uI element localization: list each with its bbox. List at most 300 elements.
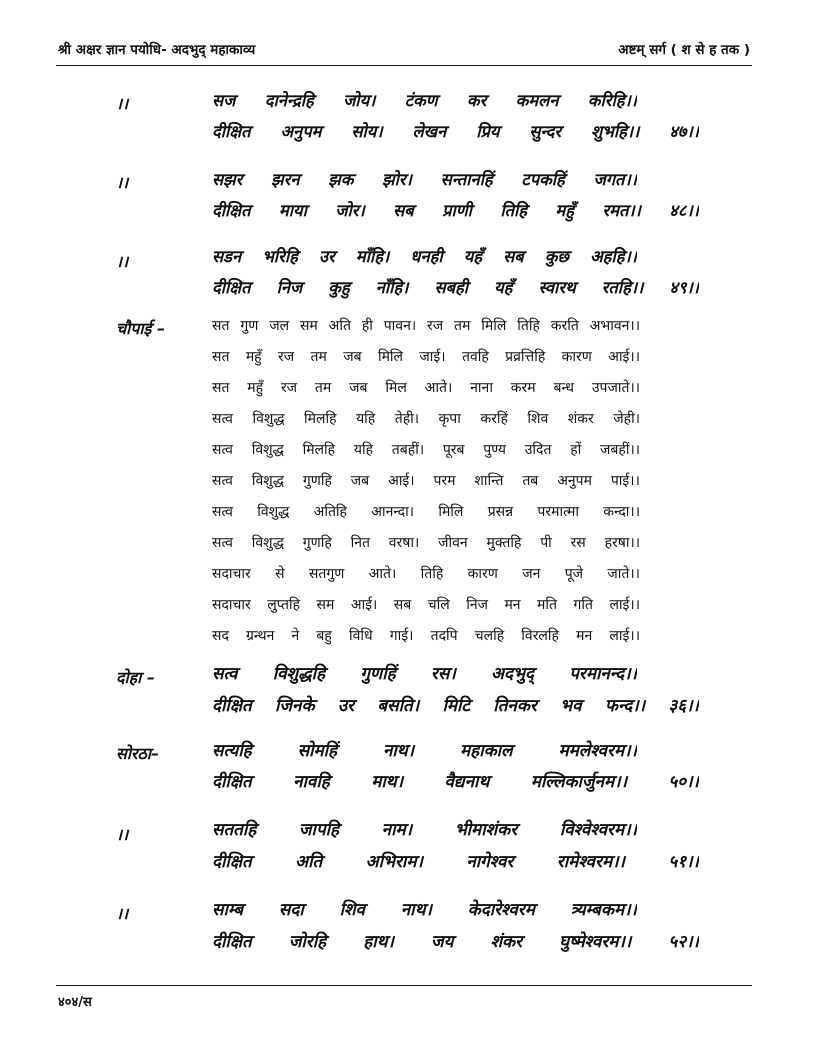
word: परमात्मा: [537, 504, 579, 520]
word: जोय।: [343, 91, 376, 110]
word: साम्ब: [212, 900, 244, 920]
word-gap: [233, 500, 257, 524]
word: परम: [433, 473, 456, 489]
word: नाम।: [381, 820, 413, 840]
word-gap: [416, 314, 427, 338]
word-gap: [375, 407, 394, 431]
word: स्वारथ: [538, 278, 576, 297]
sortha-line: [212, 895, 637, 925]
chaupai-label: चौपाई –: [116, 319, 165, 338]
word-gap: [574, 196, 602, 226]
verse-label: ।।: [116, 825, 129, 844]
word: जीवन: [438, 535, 468, 551]
word-gap: [318, 314, 329, 338]
word-gap: [252, 847, 295, 877]
verse-line: [212, 165, 637, 195]
word-gap: [335, 438, 354, 462]
word: उर: [337, 696, 355, 716]
word: आनन्दा।: [371, 504, 415, 520]
word: सत: [212, 349, 230, 365]
word-gap: [285, 407, 304, 431]
sortha-line: [212, 847, 699, 877]
word-gap: [339, 815, 382, 845]
verse-label: ।।: [116, 252, 129, 271]
word: अहहि।।: [590, 247, 637, 266]
word: शान्ति: [474, 473, 504, 489]
word-gap: [304, 895, 340, 925]
word: शिव: [339, 900, 365, 920]
word-gap: [294, 345, 310, 369]
word-gap: [412, 815, 455, 845]
word: उदित: [524, 442, 552, 458]
word: जब: [343, 349, 362, 365]
word-gap: [592, 624, 609, 648]
word: करति: [550, 318, 579, 334]
word: रमत।।: [602, 201, 641, 220]
word: से: [275, 566, 285, 582]
word: ५१।।: [668, 852, 699, 872]
word: पूरब: [442, 442, 465, 458]
word-gap: [579, 314, 590, 338]
word-gap: [461, 407, 480, 431]
word: मुक्तहि: [486, 535, 522, 551]
word-gap: [574, 376, 592, 400]
word: हरषा।।: [604, 535, 640, 551]
word-gap: [470, 691, 493, 721]
word: फन्द।।: [604, 696, 646, 716]
word-gap: [537, 691, 560, 721]
word: ममलेश्वरम।।: [558, 741, 637, 761]
word-gap: [243, 895, 279, 925]
word-gap: [513, 736, 559, 766]
header-chapter-title: अष्टम् सर्ग ( श से ह तक ): [618, 42, 750, 58]
word: कृपा: [438, 411, 461, 427]
word-gap: [557, 593, 573, 617]
word: कुहु: [328, 278, 350, 297]
word: सत्व: [212, 442, 233, 458]
word: सदा: [278, 900, 304, 920]
word: लाई।।: [609, 628, 640, 644]
word: करिहि।।: [587, 91, 637, 110]
verse-line: [212, 273, 699, 303]
word: तम: [314, 380, 332, 396]
chaupai-line: [212, 314, 640, 338]
word: भीमाशंकर: [454, 820, 518, 840]
word-gap: [513, 500, 537, 524]
word: पावन।: [383, 318, 417, 334]
word: यहि: [356, 411, 376, 427]
word: वरषा।: [388, 535, 420, 551]
word: सत्व: [212, 664, 238, 684]
word-gap: [389, 242, 410, 272]
word-gap: [252, 927, 289, 957]
word: सततहि: [212, 820, 257, 840]
word-gap: [350, 273, 376, 303]
word-gap: [332, 531, 351, 555]
word-gap: [370, 531, 389, 555]
word: ने: [291, 628, 300, 644]
word: मिलहि: [304, 411, 337, 427]
word-gap: [631, 927, 668, 957]
word-gap: [576, 273, 602, 303]
word: जबहीं।।: [600, 442, 640, 458]
word: सत्व: [212, 411, 233, 427]
word: शिव: [527, 411, 549, 427]
word-gap: [558, 86, 587, 116]
word: प्राणी: [442, 201, 472, 220]
word: हाथ।: [363, 932, 394, 952]
word-gap: [284, 531, 303, 555]
word-gap: [419, 531, 438, 555]
word: चलि: [427, 597, 450, 613]
word-gap: [252, 691, 275, 721]
chaupai-line: [212, 531, 640, 555]
word: विशुद्ध: [251, 473, 284, 489]
word: निज: [466, 597, 488, 613]
word-gap: [394, 927, 431, 957]
word-gap: [233, 469, 252, 493]
word: बसति।: [377, 696, 420, 716]
word: सत्व: [212, 473, 233, 489]
word: करम: [510, 380, 536, 396]
word: गुणहि: [302, 535, 332, 551]
word-gap: [235, 86, 264, 116]
word: नाथ।: [400, 900, 432, 920]
word-gap: [470, 314, 481, 338]
word: ४८।।: [669, 201, 699, 220]
word: जब: [349, 380, 368, 396]
word-gap: [241, 242, 262, 272]
word: रज: [277, 349, 295, 365]
word-gap: [353, 165, 382, 195]
word-gap: [373, 314, 384, 338]
word: गाई।: [389, 628, 414, 644]
word: कारण: [467, 566, 498, 582]
word: जोरहि: [288, 932, 327, 952]
word: सझर: [212, 170, 243, 189]
word: दीक्षित: [212, 201, 251, 220]
word-gap: [354, 691, 377, 721]
word-gap: [337, 407, 356, 431]
word: कारण: [561, 349, 592, 365]
word-gap: [625, 847, 668, 877]
word-gap: [251, 117, 281, 147]
word: विशुद्ध: [252, 411, 285, 427]
word-gap: [419, 691, 442, 721]
word-gap: [468, 531, 487, 555]
word-gap: [229, 314, 240, 338]
sortha-line: [212, 927, 699, 957]
word-gap: [325, 659, 360, 689]
word-gap: [517, 815, 560, 845]
word: तदपि: [430, 628, 458, 644]
chaupai-line: [212, 624, 640, 648]
word: टपकहिं: [521, 170, 565, 189]
doha-line: [212, 691, 699, 721]
verse-line: [212, 196, 699, 226]
word-gap: [403, 345, 419, 369]
word: उर: [318, 247, 335, 266]
word-gap: [438, 86, 467, 116]
word-gap: [263, 376, 281, 400]
word-gap: [581, 438, 600, 462]
word: लेखन: [412, 122, 447, 141]
word-gap: [289, 314, 300, 338]
chaupai-line: [212, 345, 640, 369]
word: उपजाते।।: [591, 380, 640, 396]
word-gap: [463, 500, 487, 524]
word-gap: [594, 407, 613, 431]
word-gap: [468, 273, 494, 303]
word-gap: [559, 624, 576, 648]
word: सदाचार: [212, 597, 251, 613]
word: पाई।।: [610, 473, 640, 489]
word: टंकण: [404, 91, 438, 110]
word-gap: [506, 438, 525, 462]
word-gap: [527, 196, 555, 226]
word-gap: [396, 659, 431, 689]
word-gap: [548, 407, 567, 431]
word-gap: [456, 469, 475, 493]
word-gap: [229, 376, 247, 400]
word: कर: [466, 91, 487, 110]
word: प्रसन्न: [487, 504, 514, 520]
word: सब: [503, 247, 524, 266]
word-gap: [368, 376, 386, 400]
word: विरलहि: [521, 628, 559, 644]
word-gap: [334, 593, 350, 617]
verse-label: ।।: [116, 904, 129, 923]
word-gap: [565, 165, 594, 195]
word: सोय।: [351, 122, 383, 141]
word-gap: [337, 736, 383, 766]
word-gap: [452, 376, 470, 400]
word-gap: [453, 927, 490, 957]
word: चलहि: [474, 628, 505, 644]
word: मन: [576, 628, 593, 644]
word-gap: [592, 345, 608, 369]
word-gap: [443, 314, 454, 338]
word: दीक्षित: [212, 772, 252, 792]
word-gap: [535, 895, 571, 925]
word: मिलि: [377, 349, 404, 365]
word: आई।: [350, 597, 378, 613]
word-gap: [521, 531, 540, 555]
word-gap: [534, 659, 569, 689]
word-gap: [465, 438, 484, 462]
word: अति: [328, 318, 351, 334]
word-gap: [508, 407, 527, 431]
word-gap: [284, 438, 303, 462]
word-gap: [284, 469, 303, 493]
word: दीक्षित: [212, 852, 252, 872]
word: दीक्षित: [212, 278, 251, 297]
word-gap: [332, 624, 349, 648]
word: विशुद्धहि: [272, 664, 326, 684]
word-gap: [540, 562, 564, 586]
word-gap: [423, 847, 466, 877]
word-gap: [347, 500, 371, 524]
word-gap: [482, 242, 503, 272]
word: नाँहि।: [375, 278, 409, 297]
word-gap: [545, 345, 561, 369]
word: ५०।।: [668, 772, 699, 792]
word-gap: [289, 500, 313, 524]
word: अभावन।।: [589, 318, 640, 334]
word-gap: [524, 242, 545, 272]
word-gap: [256, 815, 299, 845]
word-gap: [536, 376, 554, 400]
word-gap: [446, 117, 476, 147]
word: ग्रन्थन: [246, 628, 275, 644]
word: गुण: [240, 318, 259, 334]
word: तबहीं।: [391, 442, 425, 458]
word: सत्व: [212, 504, 233, 520]
word-gap: [489, 345, 505, 369]
word-gap: [330, 767, 371, 797]
word-gap: [362, 345, 378, 369]
word-gap: [503, 469, 522, 493]
word: सद: [212, 628, 229, 644]
word: नित: [350, 535, 370, 551]
word: पी: [540, 535, 552, 551]
word: तिहि: [420, 566, 444, 582]
word-gap: [583, 562, 607, 586]
word: महुँ: [555, 201, 575, 220]
word: मिल: [385, 380, 407, 396]
word: ३६।।: [668, 696, 699, 716]
word: तम: [454, 318, 471, 334]
word: रज: [280, 380, 298, 396]
word-gap: [513, 847, 556, 877]
word-gap: [413, 624, 430, 648]
word-gap: [233, 407, 252, 431]
word: सदाचार: [212, 566, 251, 582]
word-gap: [540, 314, 551, 338]
word: अनुपम: [280, 122, 322, 141]
word-gap: [327, 345, 343, 369]
sortha-line: [212, 767, 699, 797]
word-gap: [407, 376, 425, 400]
word-gap: [252, 767, 293, 797]
word: मन: [504, 597, 521, 613]
word: नागेश्वर: [466, 852, 514, 872]
word-gap: [233, 531, 252, 555]
word-gap: [252, 736, 298, 766]
word: जाते।।: [607, 566, 640, 582]
word-gap: [365, 895, 401, 925]
word: मल्लिकार्जुनम।।: [530, 772, 628, 792]
word-gap: [593, 593, 609, 617]
word-gap: [299, 624, 316, 648]
word-gap: [456, 659, 491, 689]
header-divider: [56, 65, 752, 66]
word: सुन्दर: [529, 122, 562, 141]
word: ५२।।: [668, 932, 699, 952]
word: सम: [299, 318, 318, 334]
word: मति: [537, 597, 558, 613]
word-gap: [369, 469, 388, 493]
word-gap: [408, 273, 434, 303]
word-gap: [579, 500, 603, 524]
word: अति: [295, 852, 323, 872]
sortha-label: सोरठा–: [116, 744, 159, 763]
word-gap: [592, 469, 611, 493]
word-gap: [383, 117, 413, 147]
word-gap: [242, 165, 271, 195]
word-gap: [251, 273, 277, 303]
word: तेही।: [394, 411, 420, 427]
word: जल: [269, 318, 290, 334]
word-gap: [512, 273, 538, 303]
word-gap: [375, 86, 404, 116]
word: झरन: [271, 170, 300, 189]
verse-line: [212, 117, 699, 147]
footer-divider: [56, 985, 752, 986]
word-gap: [641, 196, 669, 226]
word-gap: [297, 376, 315, 400]
doha-label: दोहा –: [116, 668, 155, 687]
word: निज: [276, 278, 303, 297]
word: त्र्यम्बकम।।: [570, 900, 637, 920]
word-gap: [639, 117, 669, 147]
word: सडन: [212, 247, 242, 266]
word-gap: [262, 345, 278, 369]
word: आई।।: [608, 349, 640, 365]
word-gap: [424, 438, 443, 462]
word: तब: [522, 473, 539, 489]
word: रतहि।।: [601, 278, 644, 297]
word-gap: [307, 196, 335, 226]
word: माया: [278, 201, 307, 220]
word-gap: [586, 531, 605, 555]
word: झक: [328, 170, 354, 189]
word-gap: [569, 242, 590, 272]
word: विधि: [348, 628, 373, 644]
verse-line: [212, 242, 637, 272]
word: यहि: [353, 442, 374, 458]
word: तवहि: [461, 349, 489, 365]
word: नाना: [470, 380, 493, 396]
word: दीक्षित: [212, 932, 252, 952]
word: मिलि: [481, 318, 507, 334]
word: जोर।: [335, 201, 365, 220]
word: अभिराम।: [365, 852, 423, 872]
chaupai-line: [212, 438, 640, 462]
word: करहिं: [480, 411, 508, 427]
word: कन्दा।।: [603, 504, 640, 520]
word-gap: [627, 767, 668, 797]
word: रस: [570, 535, 586, 551]
word-gap: [443, 242, 464, 272]
word: दीक्षित: [212, 122, 251, 141]
word: विशुद्ध: [251, 442, 284, 458]
word-gap: [538, 469, 557, 493]
chaupai-line: [212, 407, 640, 431]
word: कमलन: [515, 91, 559, 110]
word-gap: [552, 531, 571, 555]
word: जय: [430, 932, 454, 952]
word-gap: [582, 691, 605, 721]
word-gap: [229, 624, 246, 648]
word: आते।: [368, 566, 397, 582]
word-gap: [432, 895, 468, 925]
word: विश्वेश्वरम।।: [559, 820, 637, 840]
word: यहँ: [463, 247, 483, 266]
chaupai-line: [212, 500, 640, 524]
word-gap: [331, 376, 349, 400]
word-gap: [412, 165, 441, 195]
